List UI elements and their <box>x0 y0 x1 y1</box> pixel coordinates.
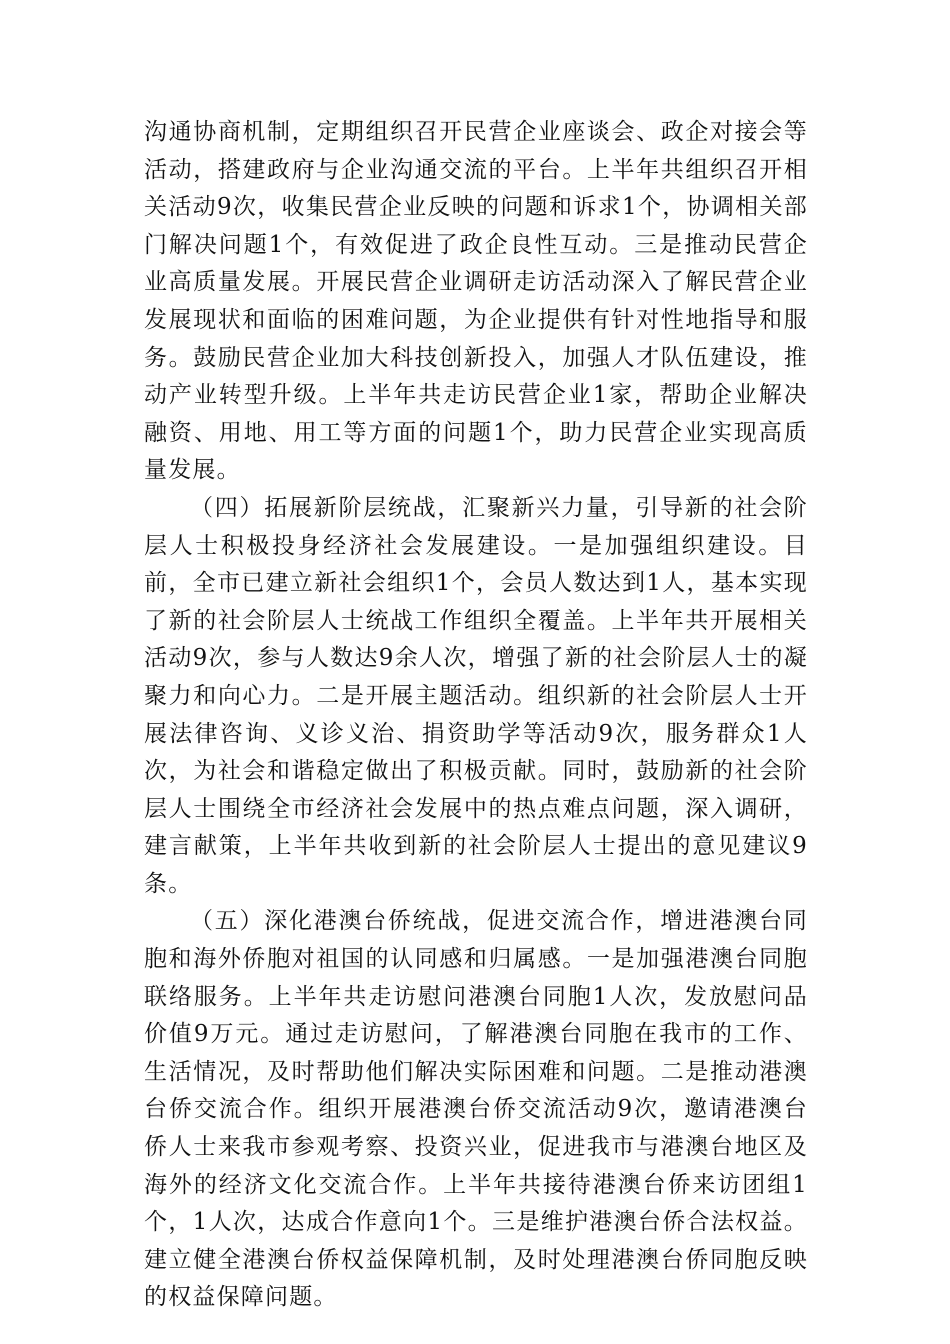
document-body <box>144 114 808 1317</box>
body-paragraph-1: 沟通协商机制，定期组织召开民营企业座谈会、政企对接会等活动，搭建政府与企业沟通交流的平台。上半年共组织召开相关活动9次，收集民营企业反映的问题和诉求1个，协调相关部门解决问题1个，有效促进了政企良性互动。三是推动民营企业高质量发展。开展民营企业调研走访活动深入了解民营企业发展现状和面临的困难问题，为企业提供有针对性地指导和服务。鼓励民营企业加大科技创新投入，加强人才队伍建设，推动产业转型升级。上半年共走访民营企业1家，帮助企业解决融资、用地、用工等方面的问题1个，助力民营企业实现高质量发展。 <box>144 119 808 484</box>
body-paragraph-3: （五）深化港澳台侨统战，促进交流合作，增进港澳台同胞和海外侨胞对祖国的认同感和归属感。一是加强港澳台同胞联络服务。上半年共走访慰问港澳台同胞1人次，发放慰问品价值9万元。通过走访慰问，了解港澳台同胞在我市的工作、生活情况，及时帮助他们解决实际困难和问题。二是推动港澳台侨交流合作。组织开展港澳台侨交流活动9次，邀请港澳台侨人士来我市参观考察、投资兴业，促进我市与港澳台地区及海外的经济文化交流合作。上半年共接待港澳台侨来访团组1个，1人次，达成合作意向1个。三是维护港澳台侨合法权益。建立健全港澳台侨权益保障机制，及时处理港澳台侨同胞反映的权益保障问题。 <box>144 908 808 1311</box>
body-paragraph-2: （四）拓展新阶层统战，汇聚新兴力量，引导新的社会阶层人士积极投身经济社会发展建设。一是加强组织建设。目前，全市已建立新社会组织1个，会员人数达到1人，基本实现了新的社会阶层人士统战工作组织全覆盖。上半年共开展相关活动9次，参与人数达9余人次，增强了新的社会阶层人士的凝聚力和向心力。二是开展主题活动。组织新的社会阶层人士开展法律咨询、义诊义治、捐资助学等活动9次，服务群众1人次，为社会和谐稳定做出了积极贡献。同时，鼓励新的社会阶层人士围绕全市经济社会发展中的热点难点问题，深入调研，建言献策，上半年共收到新的社会阶层人士提出的意见建议9条。 <box>144 494 808 897</box>
